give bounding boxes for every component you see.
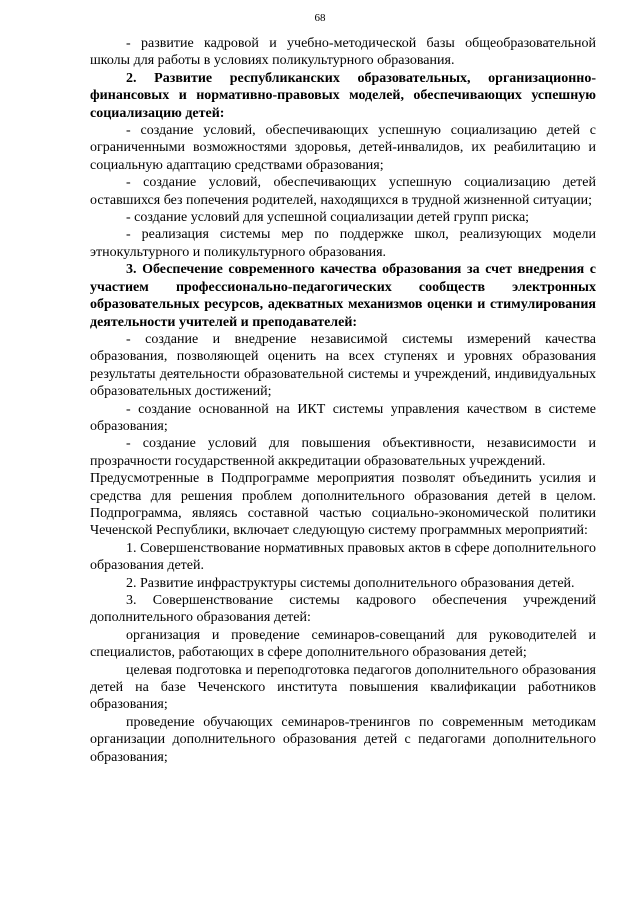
- paragraph-risk-groups: - создание условий для успешной социализации детей групп риска;: [126, 210, 530, 226]
- page-number: 68: [314, 12, 326, 24]
- list-item-1: 1. Совершенствование нормативных правовых актов в сфере дополнительного образования детей.: [90, 540, 596, 574]
- paragraph-ict-quality: - создание основанной на ИКТ системы управления качеством в системе образования;: [90, 401, 596, 434]
- paragraph-staff-development: - развитие кадровой и учебно-методической базы общеобразовательной школы для работы в условиях поликультурного образования.: [90, 36, 596, 69]
- paragraph-subprogram-intro: Предусмотренные в Подпрограмме мероприятия позволят объединить усилия и средства для решения проблем дополнительного образования детей в целом. Подпрограмма, являясь составной частью социально-экономической политики Чеченской Республики, включает следующую систему программных мероприятий:: [90, 471, 596, 539]
- paragraph-orphans: - создание условий, обеспечивающих успешную социализацию детей оставшихся без попечения родителей, находящихся в трудной жизненной ситуации;: [90, 175, 596, 208]
- document-body: [90, 35, 596, 766]
- heading-section-2: 2. Развитие республиканских образовательных, организационно-финансовых и нормативно-правовых моделей, обеспечивающих успешную социализацию детей:: [90, 70, 596, 121]
- paragraph-seminars: организация и проведение семинаров-совещаний для руководителей и специалистов, работающих в сфере дополнительного образования детей;: [90, 627, 596, 661]
- paragraph-training-seminars: проведение обучающих семинаров-тренингов по современным методикам организации дополнительного образования детей с педагогами дополнительного образования;: [90, 714, 596, 765]
- paragraph-disabled-children: - создание условий, обеспечивающих успешную социализацию детей с ограниченными возможностями здоровья, детей-инвалидов, их реабилитацию и социальную адаптацию средствами образования;: [90, 123, 596, 173]
- list-item-3: 3. Совершенствование системы кадрового обеспечения учреждений дополнительного образования детей:: [90, 593, 596, 626]
- paragraph-ethnocultural-schools: - реализация системы мер по поддержке школ, реализующих модели этнокультурного и поликультурного образования.: [90, 227, 596, 260]
- list-item-2: 2. Развитие инфраструктуры системы дополнительного образования детей.: [126, 575, 575, 591]
- paragraph-targeted-training: целевая подготовка и переподготовка педагогов дополнительного образования детей на базе Чеченского института повышения квалификации работников образования;: [90, 662, 596, 713]
- paragraph-quality-measurement: - создание и внедрение независимой системы измерений качества образования, позволяющей оценить на всех ступенях и уровнях образования результаты деятельности образовательной системы и учреждений, индивидуальных образовательных достижений;: [90, 331, 596, 400]
- heading-section-3: 3. Обеспечение современного качества образования за счет внедрения с участием профессионально-педагогических сообществ электронных образовательных ресурсов, адекватных механизмов оценки и стимулирования деятельности учителей и преподавателей:: [90, 262, 596, 330]
- paragraph-accreditation: - создание условий для повышения объективности, независимости и прозрачности государственной аккредитации образовательных учреждений.: [90, 436, 596, 469]
